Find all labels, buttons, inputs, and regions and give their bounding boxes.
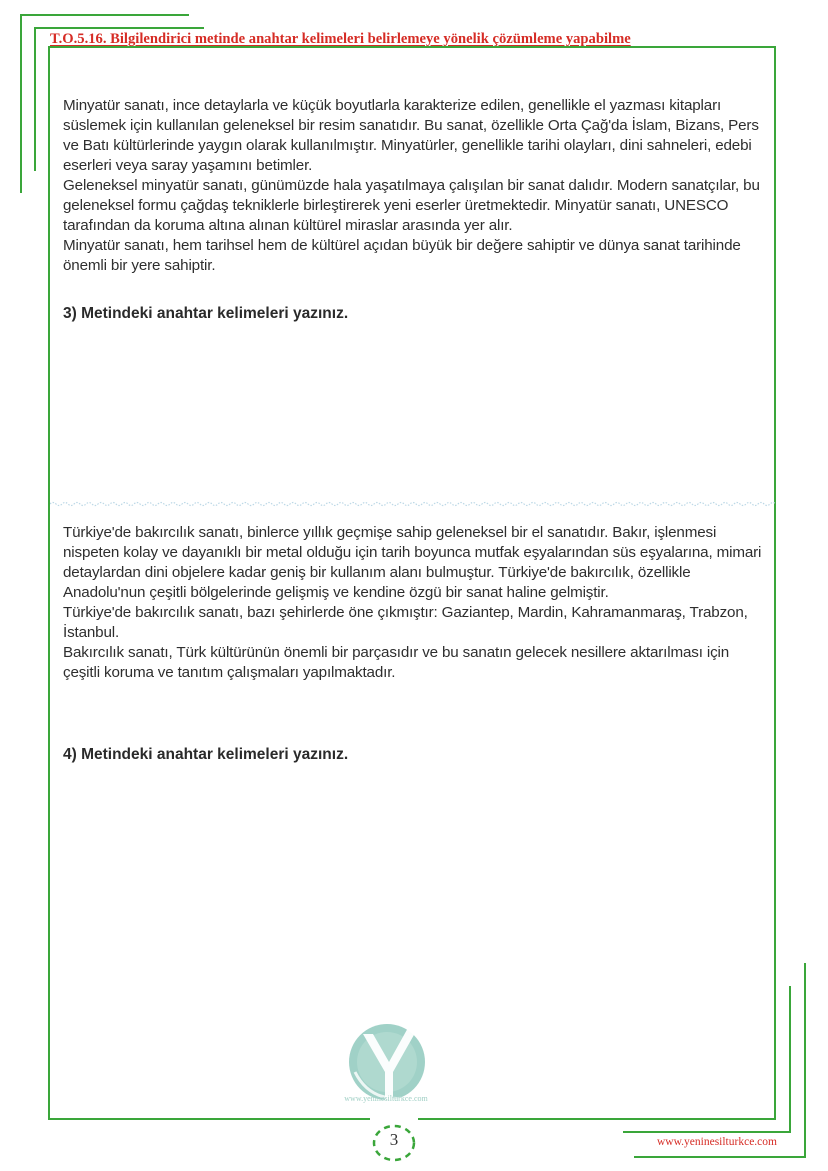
frame-left-inner-vertical [34,27,36,171]
passage-minyatur [63,96,769,276]
frame-left-outer-vertical [20,14,22,193]
logo-caption: www.yeninesilturkce.com [344,1094,428,1103]
page-number: 3 [389,1130,399,1149]
passage-paragraph: Türkiye'de bakırcılık sanatı, binlerce yıllık geçmişe sahip geleneksel bir el sanatıdır. Bakır, işlenmesi nispeten kolay ve dayanıklı bir metal olduğu için tarih boyunca mutfak eşyalarından süs eşyalarına, mimari detaylardan dini objelere kadar geniş bir kullanım alanı bulmuştur. Türkiye'de bakırcılık, özellikle Anadolu'nun çeşitli bölgelerinde gelişmiş ve kendine özgü bir sanat haline gelmiştir. [63,524,762,601]
frame-bottom-right-line-inner [623,1131,791,1133]
frame-top-left-line-outer [20,14,189,16]
watermark-logo-icon [335,1012,440,1122]
question-4: 4) Metindeki anahtar kelimeleri yazınız. [63,746,349,763]
section-divider [50,500,776,508]
frame-right-inner-vertical [789,986,791,1133]
frame-bottom-right-line-outer [634,1156,806,1158]
frame-main-right [774,46,776,1120]
passage-paragraph: Geleneksel minyatür sanatı, günümüzde hala yaşatılmaya çalışılan bir sanat dalıdır. Modern sanatçılar, bu geleneksel formu çağdaş tekniklerle birleştirerek yeni eserler üretmektedir. Minyatür sanatı, UNESCO tarafından da koruma altına alınan kültürel miraslar arasında yer alır. [63,177,760,234]
frame-main-bottom-right [418,1118,776,1120]
question-3: 3) Metindeki anahtar kelimeleri yazınız. [63,305,349,322]
passage-paragraph: Türkiye'de bakırcılık sanatı, bazı şehirlerde öne çıkmıştır: Gaziantep, Mardin, Kahramanmaraş, Trabzon, İstanbul. [63,604,748,641]
passage-paragraph: Minyatür sanatı, hem tarihsel hem de kültürel açıdan büyük bir değere sahiptir ve dünya sanat tarihinde önemli bir yere sahiptir. [63,237,741,274]
passage-bakircilik [63,523,769,683]
frame-right-outer-vertical [804,963,806,1158]
footer-url: www.yeninesilturkce.com [657,1136,777,1148]
frame-main-bottom-left [48,1118,370,1120]
frame-top-left-line-inner [34,27,204,29]
page-number-badge [369,1123,419,1163]
passage-paragraph: Bakırcılık sanatı, Türk kültürünün önemli bir parçasıdır ve bu sanatın gelecek nesillere aktarılması için çeşitli koruma ve tanıtım çalışmaları yapılmaktadır. [63,644,730,681]
passage-paragraph: Minyatür sanatı, ince detaylarla ve küçük boyutlarla karakterize edilen, genellikle el yazması kitapları süslemek için kullanılan geleneksel bir resim sanatıdır. Bu sanat, özellikle Orta Çağ'da İslam, Bizans, Pers ve Batı kültürlerinde yaygın olarak kullanılmıştır. Minyatürler, genellikle tarihi olayları, dini sahneleri, edebi eserleri veya saray yaşamını betimler. [63,97,759,174]
frame-main-left [48,46,50,1120]
header-title: T.O.5.16. Bilgilendirici metinde anahtar kelimeleri belirlemeye yönelik çözümleme yapabilme [50,31,631,47]
